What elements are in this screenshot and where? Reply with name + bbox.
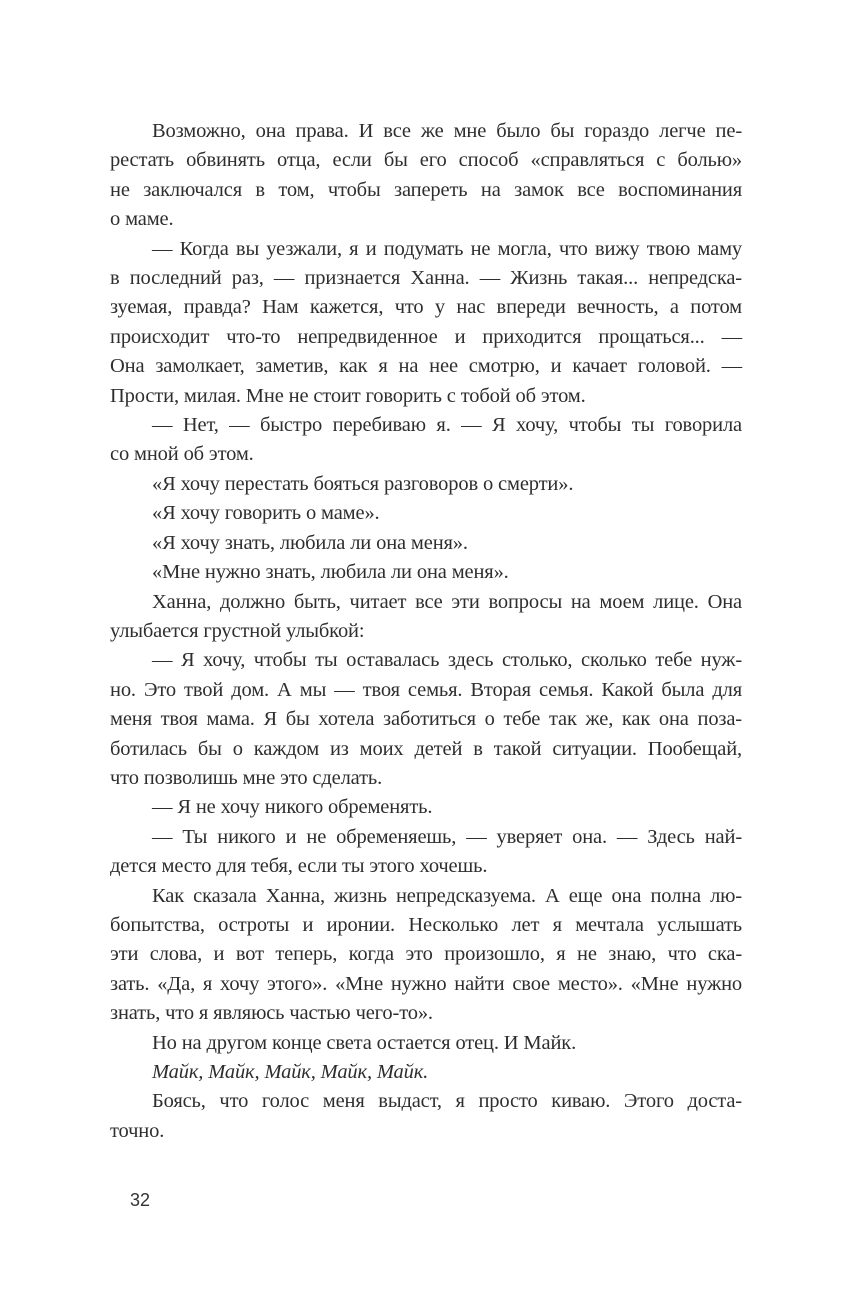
body-text: [110, 117, 742, 1146]
paragraph: [110, 529, 742, 558]
text-line: но. Это твой дом. А мы — твоя семья. Вторая семья. Какой была для: [110, 678, 742, 701]
text-line: зуемая, правда? Нам кажется, что у нас впереди вечность, а потом: [110, 296, 742, 319]
text-line: Прости, милая. Мне не стоит говорить с тобой об этом.: [110, 384, 586, 407]
text-line: — Нет, — быстро перебиваю я. — Я хочу, чтобы ты говорила: [152, 414, 742, 437]
paragraph: [110, 882, 742, 1029]
text-line: рестать обвинять отца, если бы его способ «справляться с болью»: [110, 149, 742, 172]
text-line: Майк, Майк, Майк, Майк, Майк.: [152, 1061, 429, 1083]
paragraph: [110, 1087, 742, 1146]
text-line: Возможно, она права. И все же мне было бы гораздо легче пе-: [152, 120, 742, 142]
text-line: «Я хочу знать, любила ли она меня».: [152, 531, 468, 554]
text-line: со мной об этом.: [110, 443, 254, 466]
text-line: — Я хочу, чтобы ты оставалась здесь столько, сколько тебе нуж-: [152, 649, 742, 672]
text-line: ботилась бы о каждом из моих детей в такой ситуации. Пообещай,: [110, 737, 742, 760]
paragraph: [110, 1029, 742, 1058]
text-line: Боясь, что голос меня выдаст, я просто киваю. Этого доста-: [152, 1090, 742, 1113]
paragraph: [110, 499, 742, 528]
paragraph: [110, 793, 742, 822]
text-line: о маме.: [110, 208, 174, 231]
paragraph: [110, 117, 742, 235]
text-line: — Когда вы уезжали, я и подумать не могла, что вижу твою маму: [152, 237, 742, 260]
text-line: «Я хочу говорить о маме».: [152, 502, 380, 525]
paragraph: [110, 411, 742, 470]
text-line: в последний раз, — признается Ханна. — Жизнь такая... непредска-: [110, 267, 742, 290]
text-line: — Я не хочу никого обременять.: [152, 796, 433, 819]
text-line: что позволишь мне это сделать.: [110, 766, 383, 789]
text-line: улыбается грустной улыбкой:: [110, 619, 365, 642]
text-line: меня твоя мама. Я бы хотела заботиться о тебе так же, как она поза-: [110, 708, 742, 731]
text-line: дется место для тебя, если ты этого хочешь.: [110, 855, 488, 878]
text-line: Но на другом конце света остается отец. И Майк.: [152, 1031, 577, 1054]
paragraph: [110, 646, 742, 793]
text-line: точно.: [110, 1119, 165, 1142]
text-line: Как сказала Ханна, жизнь непредсказуема. А еще она полна лю-: [152, 884, 742, 907]
text-line: зать. «Да, я хочу этого». «Мне нужно найти свое место». «Мне нужно: [110, 972, 742, 995]
text-line: бопытства, остроты и иронии. Несколько лет я мечтала услышать: [110, 913, 742, 936]
paragraph: [110, 470, 742, 499]
text-line: — Ты никого и не обременяешь, — уверяет она. — Здесь най-: [152, 825, 742, 848]
text-line: Она замолкает, заметив, как я на нее смотрю, и качает головой. —: [110, 355, 742, 378]
text-line: не заключался в том, чтобы запереть на замок все воспоминания: [110, 178, 742, 201]
page-number: 32: [130, 1190, 151, 1210]
text-line: «Я хочу перестать бояться разговоров о смерти».: [152, 472, 574, 495]
text-line: эти слова, и вот теперь, когда это произошло, я не знаю, что ска-: [110, 943, 742, 966]
paragraph: [110, 558, 742, 587]
text-line: происходит что-то непредвиденное и приходится прощаться... —: [110, 325, 742, 348]
paragraph: [110, 823, 742, 882]
paragraph: [110, 235, 742, 411]
paragraph: [110, 588, 742, 647]
text-line: Ханна, должно быть, читает все эти вопросы на моем лице. Она: [152, 590, 742, 613]
text-line: знать, что я являюсь частью чего-то».: [110, 1002, 433, 1025]
text-line: «Мне нужно знать, любила ли она меня».: [152, 561, 509, 584]
paragraph: [110, 1058, 742, 1087]
